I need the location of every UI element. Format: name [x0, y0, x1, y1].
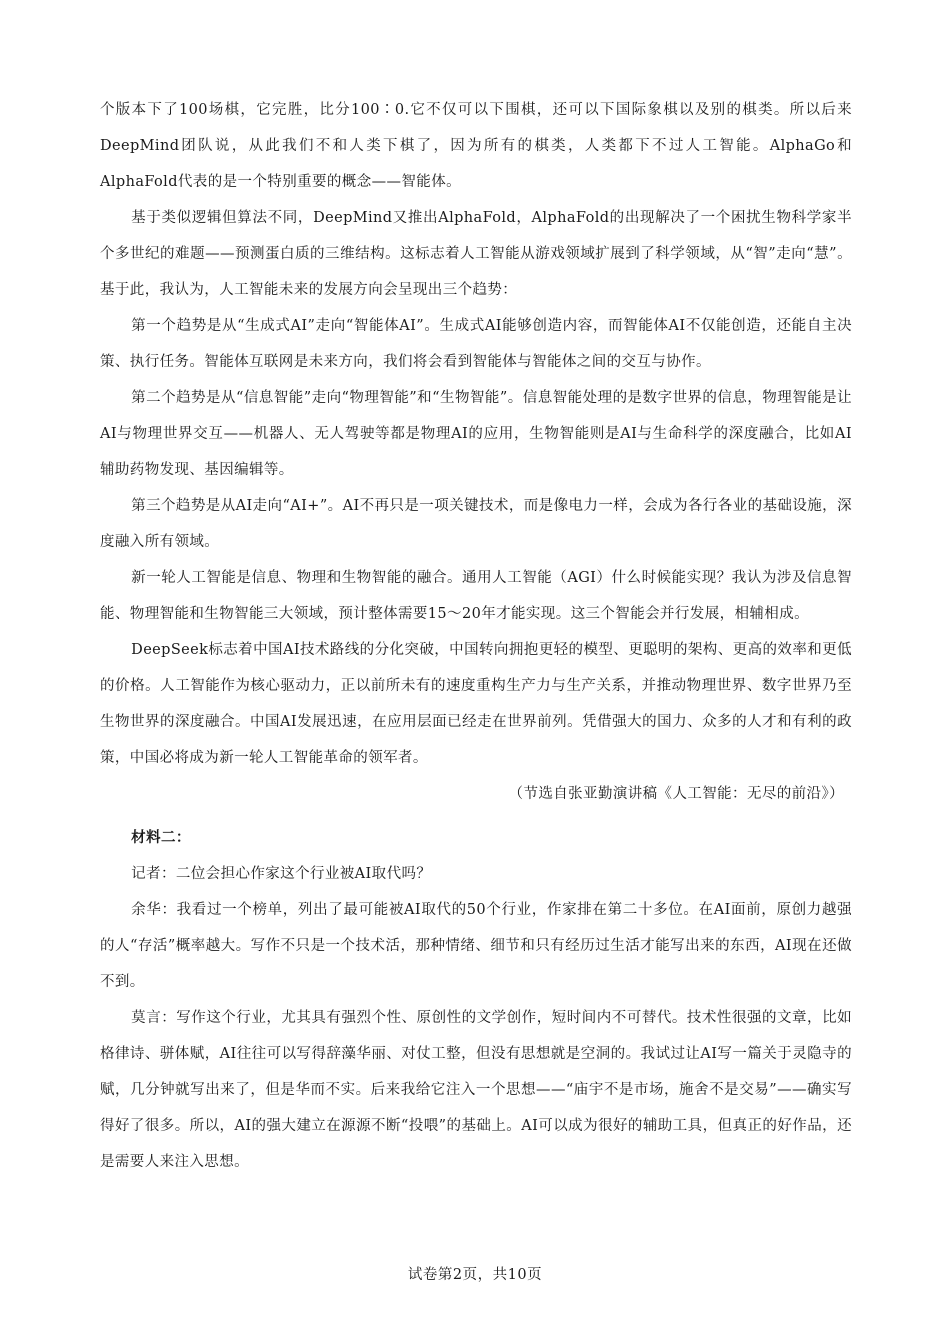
source-citation: （节选自张亚勤演讲稿《人工智能：无尽的前沿》）	[508, 786, 844, 802]
paragraph-alphafold: 基于类似逻辑但算法不同，DeepMind又推出AlphaFold，AlphaFold的出现解决了一个困扰生物科学家半个多世纪的难题——预测蛋白质的三维结构。这标志着人工智能从游戏领域扩展到了科学领域，从“智”走向“慧”。基于此，我认为，人工智能未来的发展方向会呈现出三个趋势：	[100, 210, 852, 298]
page-footer: 试卷第2页，共10页	[407, 1267, 543, 1283]
paragraph-trend-one: 第一个趋势是从“生成式AI”走向“智能体AI”。生成式AI能够创造内容，而智能体AI不仅能创造，还能自主决策、执行任务。智能体互联网是未来方向，我们将会看到智能体与智能体之间的交互与协作。	[100, 318, 852, 370]
paragraph-continuation: 个版本下了100场棋，它完胜，比分100∶0.它不仅可以下围棋，还可以下国际象棋以及别的棋类。所以后来DeepMind团队说，从此我们不和人类下棋了，因为所有的棋类，人类都下不过人工智能。AlphaGo和AlphaFold代表的是一个特别重要的概念——智能体。	[100, 102, 852, 190]
paragraph-agi: 新一轮人工智能是信息、物理和生物智能的融合。通用人工智能（AGI）什么时候能实现？我认为涉及信息智能、物理智能和生物智能三大领域，预计整体需要15～20年才能实现。这三个智能会并行发展，相辅相成。	[100, 570, 852, 622]
interview-question: 记者：二位会担心作家这个行业被AI取代吗？	[131, 866, 432, 882]
article-body	[100, 92, 852, 1180]
paragraph-deepseek: DeepSeek标志着中国AI技术路线的分化突破，中国转向拥抱更轻的模型、更聪明的架构、更高的效率和更低的价格。人工智能作为核心驱动力，正以前所未有的速度重构生产力与生产关系，并推动物理世界、数字世界乃至生物世界的深度融合。中国AI发展迅速，在应用层面已经走在世界前列。凭借强大的国力、众多的人才和有利的政策，中国必将成为新一轮人工智能革命的领军者。	[100, 642, 852, 766]
paragraph-trend-two: 第二个趋势是从“信息智能”走向“物理智能”和“生物智能”。信息智能处理的是数字世界的信息，物理智能是让AI与物理世界交互——机器人、无人驾驶等都是物理AI的应用，生物智能则是AI与生命科学的深度融合，比如AI辅助药物发现、基因编辑等。	[100, 390, 852, 478]
interview-answer-yuhua: 余华：我看过一个榜单，列出了最可能被AI取代的50个行业，作家排在第二十多位。在AI面前，原创力越强的人“存活”概率越大。写作不只是一个技术活，那种情绪、细节和只有经历过生活才能写出来的东西，AI现在还做不到。	[100, 902, 852, 990]
interview-answer-moyan: 莫言：写作这个行业，尤其具有强烈个性、原创性的文学创作，短时间内不可替代。技术性很强的文章，比如格律诗、骈体赋，AI往往可以写得辞藻华丽、对仗工整，但没有思想就是空洞的。我试过让AI写一篇关于灵隐寺的赋，几分钟就写出来了，但是华而不实。后来我给它注入一个思想——“庙宇不是市场，施舍不是交易”——确实写得好了很多。所以，AI的强大建立在源源不断“投喂”的基础上。AI可以成为很好的辅助工具，但真正的好作品，还是需要人来注入思想。	[100, 1010, 852, 1170]
section-title-material-two: 材料二：	[131, 829, 191, 846]
paragraph-trend-three: 第三个趋势是从AI走向“AI+”。AI不再只是一项关键技术，而是像电力一样，会成为各行各业的基础设施，深度融入所有领域。	[100, 498, 852, 550]
